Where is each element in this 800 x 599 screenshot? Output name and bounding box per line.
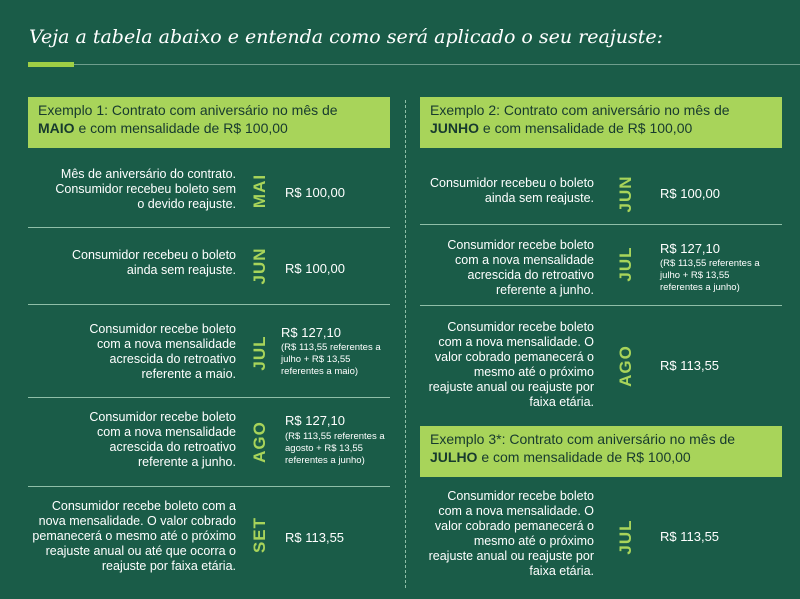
ex2-row2-desc: Consumidor recebe boleto com a nova mensalidade acrescida do retroativo referente a junho. xyxy=(447,238,594,297)
ex1-row1-desc: Mês de aniversário do contrato. Consumidor recebeu boleto sem o devido reajuste. xyxy=(55,167,236,211)
ex2-row3-month: AGO xyxy=(616,345,635,387)
ex2-row1-desc: Consumidor recebeu o boleto ainda sem reajuste. xyxy=(430,176,594,205)
ex1-row2-desc: Consumidor recebeu o boleto ainda sem reajuste. xyxy=(72,248,236,277)
ex2-row2-note: (R$ 113,55 referentes a julho + R$ 13,55 referentes a junho) xyxy=(660,258,760,293)
ex1-row3-desc: Consumidor recebe boleto com a nova mensalidade acrescida do retroativo referente a maio. xyxy=(89,322,236,381)
ex2-sep1 xyxy=(420,224,782,225)
ex1-row5-value: R$ 113,55 xyxy=(285,530,345,545)
example3-banner-month: JULHO xyxy=(430,449,478,465)
headline: Veja a tabela abaixo e entenda como será aplicado o seu reajuste: xyxy=(29,26,663,48)
ex3-row1-desc: Consumidor recebe boleto com a nova mensalidade. O valor cobrado pemanecerá o mesmo até o próximo reajuste anual ou reajuste por faixa etária. xyxy=(428,489,594,578)
ex1-row4-note: (R$ 113,55 referentes a agosto + R$ 13,55 referentes a junho) xyxy=(285,431,385,466)
example1-banner xyxy=(28,97,390,148)
example1-banner-line1: Exemplo 1: Contrato com aniversário no mês de xyxy=(38,102,338,118)
ex1-sep4 xyxy=(28,486,390,487)
ex1-row2-month: JUN xyxy=(250,247,269,285)
ex1-row3-value: R$ 127,10 xyxy=(281,325,341,340)
ex2-row2-value: R$ 127,10 xyxy=(660,241,720,256)
ex1-sep1 xyxy=(28,227,390,228)
ex2-row3-desc: Consumidor recebe boleto com a nova mensalidade. O valor cobrado pemanecerá o mesmo até o próximo reajuste anual ou reajuste por faixa etária. xyxy=(428,320,594,409)
headline-accent-bar xyxy=(28,62,74,67)
ex2-sep2 xyxy=(420,305,782,306)
ex1-row2-value: R$ 100,00 xyxy=(285,261,345,276)
ex2-row1-value: R$ 100,00 xyxy=(660,186,720,201)
example3-banner xyxy=(420,426,782,477)
ex2-row3-value: R$ 113,55 xyxy=(660,358,720,373)
ex2-row1-month: JUN xyxy=(616,175,635,213)
example3-banner-line2: e com mensalidade de R$ 100,00 xyxy=(481,449,691,465)
example2-banner xyxy=(420,97,782,148)
ex1-row1-value: R$ 100,00 xyxy=(285,185,345,200)
example2-banner-line2: e com mensalidade de R$ 100,00 xyxy=(482,120,693,136)
column-divider xyxy=(405,100,406,588)
example1-banner-month: MAIO xyxy=(38,120,75,136)
ex1-row3-note: (R$ 113,55 referentes a julho + R$ 13,55 referentes a maio) xyxy=(281,342,381,377)
example2-banner-line1: Exemplo 2: Contrato com aniversário no mês de xyxy=(430,102,730,118)
ex2-row2-month: JUL xyxy=(616,246,635,282)
example3-banner-line1: Exemplo 3*: Contrato com aniversário no mês de xyxy=(430,431,736,447)
example1-banner-line2: e com mensalidade de R$ 100,00 xyxy=(78,120,288,136)
example2-banner-month: JUNHO xyxy=(430,120,480,136)
ex3-row1-month: JUL xyxy=(616,519,635,555)
ex3-row1-value: R$ 113,55 xyxy=(660,529,720,544)
ex1-sep3 xyxy=(28,397,390,398)
ex1-row4-month: AGO xyxy=(250,421,269,463)
ex1-row4-value: R$ 127,10 xyxy=(285,413,345,428)
ex1-row3-month: JUL xyxy=(250,335,269,371)
ex1-row4-desc: Consumidor recebe boleto com a nova mensalidade acrescida do retroativo referente a junho. xyxy=(89,410,236,469)
ex1-row5-month: SET xyxy=(250,516,269,554)
ex1-row1-month: MAI xyxy=(250,173,269,209)
ex1-row5-desc: Consumidor recebe boleto com a nova mensalidade. O valor cobrado pemanecerá o mesmo até o próximo reajuste anual ou até que ocorra o reajuste por faixa etária. xyxy=(32,499,236,573)
headline-underline xyxy=(74,64,800,65)
ex1-sep2 xyxy=(28,304,390,305)
